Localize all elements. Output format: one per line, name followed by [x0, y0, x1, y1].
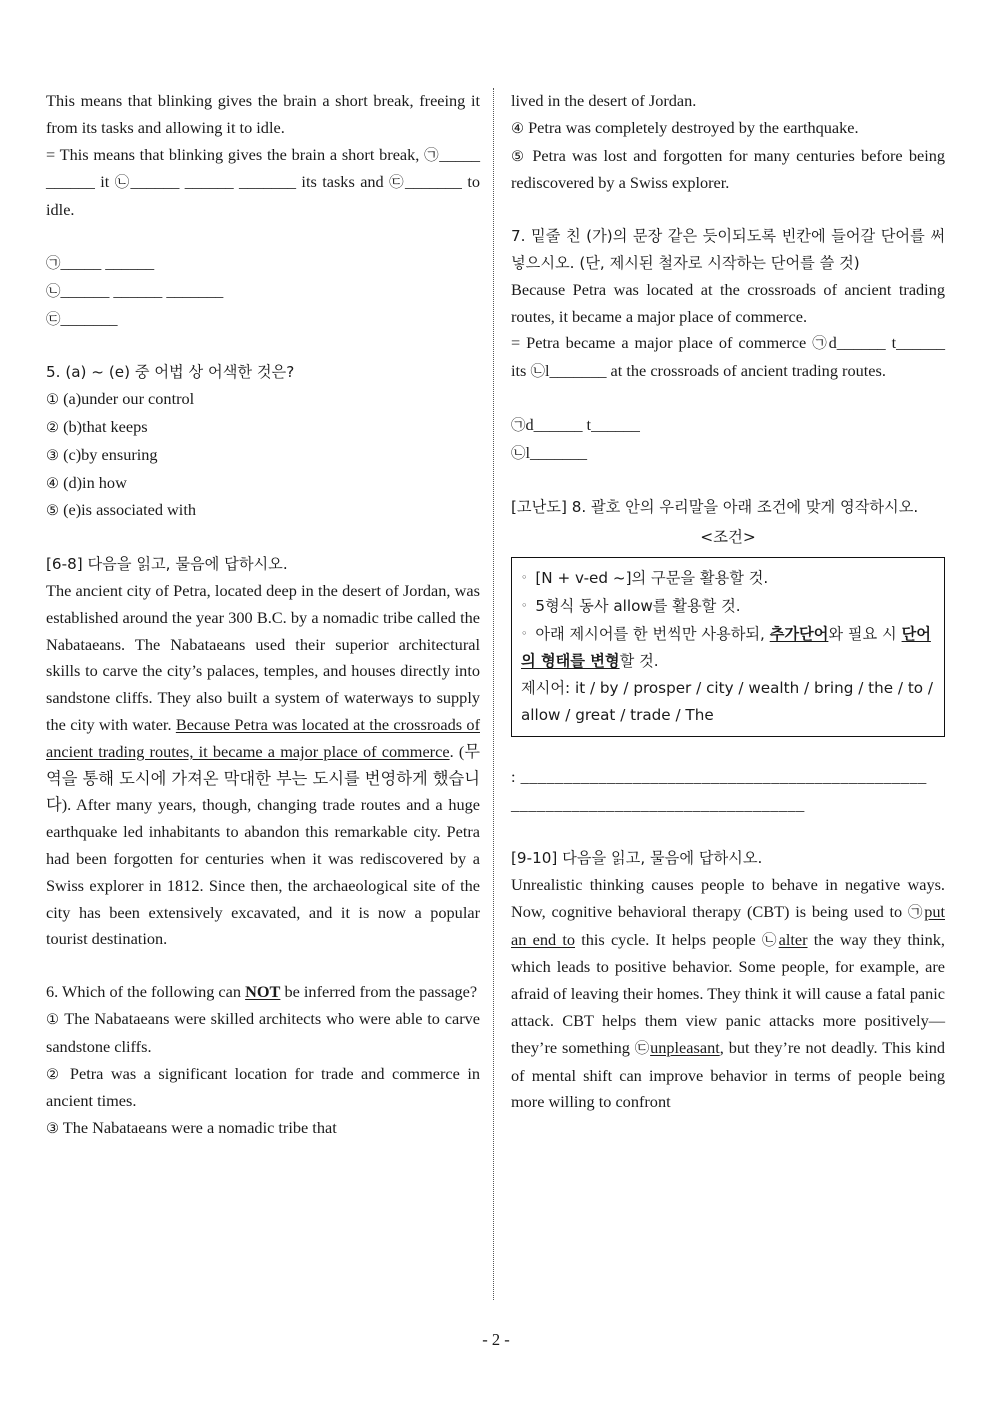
question-7-answer-b[interactable]	[511, 440, 945, 468]
answer-blank-a[interactable]	[46, 250, 480, 278]
question-5-option-3[interactable]	[46, 442, 480, 470]
cbt-part-1: Unrealistic thinking causes people to behave in negative ways. Now, cognitive behavioral therapy (CBT) is being used to	[511, 874, 945, 921]
marker-c-icon: ㉢	[46, 311, 61, 328]
answer-dashes-2: __________________________________	[511, 795, 805, 815]
marker-a-icon: ㉠	[46, 255, 61, 272]
question-7-answer-a-line: d______ t______	[525, 414, 640, 434]
question-6-stem-post: be inferred from the passage?	[280, 982, 478, 1002]
cbt-passage	[511, 872, 945, 1116]
condition-3-pre: 아래 제시어를 한 번씩만 사용하되,	[535, 625, 770, 644]
option-text: (d)in how	[63, 472, 127, 492]
word-bank	[521, 675, 935, 729]
question-8-answer-line-1[interactable]	[511, 763, 945, 791]
condition-item-3	[521, 620, 935, 675]
cbt-part-2: this cycle. It helps people	[574, 929, 762, 949]
marker-a-icon: ㉠	[812, 336, 829, 353]
option-text: (b)that keeps	[63, 416, 148, 436]
option-number-2: ②	[46, 419, 59, 436]
option-text: Petra was lost and forgotten for many centuries before being rediscovered by a Swiss explorer.	[511, 145, 945, 193]
rewrite-blank-a: _____ ______	[46, 144, 480, 192]
section-9-10-header: [9-10] 다음을 읽고, 물음에 답하시오.	[511, 849, 763, 868]
spacer	[511, 197, 945, 223]
question-5-stem: 5. (a) ~ (e) 중 어법 상 어색한 것은?	[46, 363, 295, 382]
question-7-source-sentence: Because Petra was located at the crossroads of ancient trading routes, it became a major place of commerce.	[511, 279, 945, 326]
spacer	[46, 333, 480, 359]
option-text: The Nabataeans were skilled architects who were able to carve sandstone cliffs.	[46, 1008, 481, 1056]
rewrite-text-2: it	[94, 172, 115, 192]
word-bank-label: 제시어:	[521, 679, 571, 698]
option-number-1: ①	[46, 1011, 60, 1028]
spacer	[511, 386, 945, 412]
option-text: Petra was completely destroyed by the earthquake.	[528, 117, 859, 137]
marker-b-icon: ㉡	[511, 445, 526, 462]
condition-3-bold-2: 단어의 형태를 변형	[521, 625, 931, 671]
petra-passage-part-2: . (무역을 통해 도시에 가져온 막대한 부는 도시를 번영하게 했습니다). After many years, though, changing trade routes and a huge earthquake led inhabitants to abandon this remarkable city. Petra had been forgotten for centuries when it was rediscovered by a Swiss explorer in 1812. Since then, the archaeological site of the city has been extensively excavated, and it is now a popular tourist destination.	[46, 741, 480, 949]
marker-b-icon: ㉡	[46, 283, 61, 300]
question-6-stem	[46, 979, 480, 1006]
option-text: (a)under our control	[63, 389, 195, 409]
option-number-5: ⑤	[511, 148, 527, 165]
question-8-answer-line-2[interactable]	[511, 791, 945, 819]
question-6-option-3[interactable]	[46, 1115, 480, 1143]
answer-blank-b[interactable]	[46, 278, 480, 306]
spacer	[511, 819, 945, 845]
condition-item-2	[521, 592, 935, 620]
question-5-option-4[interactable]	[46, 470, 480, 498]
answer-dashes-1: _______________________________________________	[520, 767, 927, 787]
answer-blank-c[interactable]	[46, 306, 480, 334]
word-bank-list: it / by / prosper / city / wealth / bring / the / to / allow / great / trade / The	[521, 679, 934, 725]
question-6-option-2[interactable]	[46, 1061, 480, 1116]
spacer	[511, 468, 945, 494]
question-6-option-1[interactable]	[46, 1006, 480, 1061]
rewrite-text-1: = This means that blinking gives the brain a short break,	[46, 144, 425, 164]
condition-3-mid: 와 필요 시	[828, 625, 902, 644]
rewrite-blank-c: _______	[404, 172, 462, 192]
option-text: Petra was a significant location for trade and commerce in ancient times.	[46, 1063, 481, 1111]
condition-item-1	[521, 564, 935, 592]
question-7-rewrite-mid: its	[511, 361, 531, 381]
condition-3-bold-1: 추가단어	[769, 625, 829, 644]
option-number-3: ③	[46, 1121, 59, 1138]
marker-a-icon: ㉠	[424, 147, 440, 164]
spacer	[511, 737, 945, 763]
rewrite-text-3: its tasks and	[296, 172, 390, 192]
question-7-rewrite-pre: = Petra became a major place of commerce	[511, 333, 813, 353]
question-8-stem: [고난도] 8. 괄호 안의 우리말을 아래 조건에 맞게 영작하시오.	[511, 497, 919, 516]
section-6-8-header: [6-8] 다음을 읽고, 물음에 답하시오.	[46, 555, 288, 574]
left-column	[46, 88, 480, 1143]
spacer	[46, 224, 480, 250]
rewrite-text-4: to idle.	[46, 172, 481, 220]
option-number-4: ④	[46, 475, 59, 492]
bullet-icon: ◦	[521, 599, 528, 613]
page-number: - 2 -	[482, 1330, 510, 1349]
cbt-underlined-a: put an end to	[511, 901, 946, 949]
option-number-1: ①	[46, 392, 59, 409]
condition-text: 5형식 동사 allow를 활용할 것.	[535, 597, 741, 616]
cbt-part-3: the way they think, which leads to positive behavior. Some people, for example, are afraid of leaving their homes. They think it will cause a fatal panic attack. CBT helps them view panic attacks more positively—they’re something	[511, 929, 945, 1057]
petra-passage-part-1: The ancient city of Petra, located deep in the desert of Jordan, was established around the year 300 B.C. by a nomadic tribe called the Nabataeans. The Nabataeans used their superior architectural skills to carve the city’s palaces, temples, and houses directly into sandstone cliffs. They also built a system of waterways to supply the city with water.	[46, 580, 480, 734]
marker-c-icon: ㉢	[634, 1040, 651, 1057]
question-5-option-1[interactable]	[46, 386, 480, 414]
question-6-stem-pre: 6. Which of the following can	[46, 982, 246, 1002]
marker-b-icon: ㉡	[530, 364, 545, 381]
question-7-answer-b-line: l_______	[525, 442, 588, 462]
marker-b-icon: ㉡	[114, 175, 131, 192]
option-text: (e)is associated with	[63, 500, 196, 520]
passage-continuation: This means that blinking gives the brain a short break, freeing it from its tasks and allowing it to idle.	[46, 91, 480, 137]
rewrite-blank-b: ______ ______ _______	[130, 172, 297, 192]
column-divider	[493, 88, 494, 1300]
spacer	[46, 525, 480, 551]
question-6-option-3-tail: lived in the desert of Jordan.	[511, 91, 697, 110]
question-7-stem: 7. 밑줄 친 (가)의 문장 같은 듯이되도록 빈칸에 들어갈 단어를 써넣으시오. (단, 제시된 철자로 시작하는 단어를 쓸 것)	[511, 227, 945, 272]
answer-blank-a-line: _____ ______	[60, 252, 155, 272]
question-6-option-4[interactable]	[511, 115, 945, 143]
rewrite-sentence	[46, 142, 480, 224]
right-column	[511, 88, 945, 1116]
question-6-not-emphasis: NOT	[245, 982, 281, 1002]
question-7-rewrite	[511, 330, 945, 386]
option-text: (c)by ensuring	[63, 444, 158, 464]
spacer	[46, 953, 480, 979]
option-number-4: ④	[511, 120, 524, 137]
question-5-option-2[interactable]	[46, 414, 480, 442]
marker-b-icon: ㉡	[761, 932, 779, 949]
bullet-icon: ◦	[521, 571, 528, 585]
answer-prefix: :	[511, 767, 517, 787]
question-7-blank-b: l_______	[544, 361, 607, 381]
option-number-3: ③	[46, 447, 59, 464]
marker-a-icon: ㉠	[907, 904, 925, 921]
question-5-option-5[interactable]	[46, 497, 480, 525]
petra-underlined-clause: Because Petra was located at the crossroads of ancient trading routes, it became a major place of commerce	[46, 714, 480, 761]
bullet-icon: ◦	[521, 627, 528, 641]
question-7-rewrite-post: at the crossroads of ancient trading routes.	[606, 361, 886, 381]
answer-blank-c-line: _______	[60, 308, 118, 328]
condition-box-title: <조건>	[700, 528, 756, 547]
question-6-option-5[interactable]	[511, 143, 945, 198]
option-text: The Nabataeans were a nomadic tribe that	[62, 1118, 337, 1138]
marker-a-icon: ㉠	[511, 417, 526, 434]
petra-passage	[46, 578, 480, 953]
cbt-underlined-b: alter	[778, 929, 808, 949]
condition-box	[511, 557, 945, 737]
option-number-5: ⑤	[46, 503, 59, 520]
answer-blank-b-line: ______ ______ _______	[60, 280, 224, 300]
cbt-underlined-c: unpleasant	[650, 1037, 720, 1057]
option-number-2: ②	[46, 1066, 63, 1083]
cbt-part-4: , but they’re not deadly. This kind of mental shift can improve behavior in terms of people being more willing to confront	[511, 1037, 945, 1112]
marker-c-icon: ㉢	[389, 175, 405, 192]
question-7-answer-a[interactable]	[511, 412, 945, 440]
condition-text: [N + v-ed ~]의 구문을 활용할 것.	[535, 569, 769, 588]
question-7-blank-a: d______ t______	[828, 333, 946, 353]
condition-3-post: 할 것.	[619, 652, 659, 671]
